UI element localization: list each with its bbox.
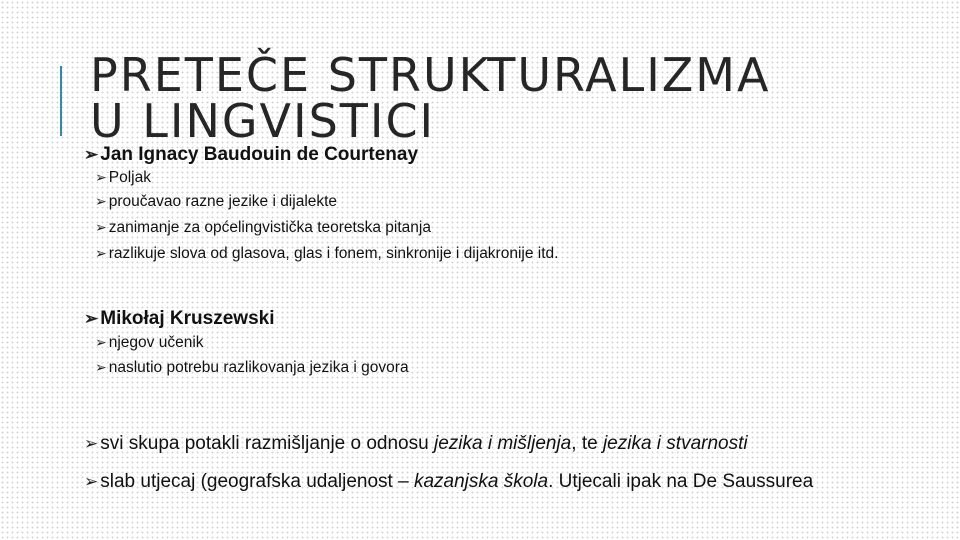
list-item <box>95 219 431 237</box>
list-item-text: Poljak <box>108 169 151 186</box>
section-heading-kruszewski <box>84 308 274 330</box>
summary-text-segment: svi skupa potakli razmišljanje o odnosu <box>100 433 434 454</box>
arrow-bullet-icon: ➢ <box>95 193 107 209</box>
arrow-bullet-icon: ➢ <box>95 219 107 235</box>
list-item-text: razlikuje slova od glasova, glas i fonem, sinkronije i dijakronije itd. <box>108 245 559 262</box>
section-heading-text: Mikołaj Kruszewski <box>100 308 275 329</box>
summary-italic-term: jezika i stvarnosti <box>602 433 748 454</box>
arrow-bullet-icon: ➢ <box>95 245 107 261</box>
list-item <box>95 193 337 211</box>
list-item <box>95 334 204 352</box>
title-accent-bar <box>60 66 62 136</box>
slide-title-line-2: U LINGVISTICI <box>90 94 436 148</box>
list-item <box>95 169 151 187</box>
summary-text-segment: , te <box>571 433 603 454</box>
summary-point <box>84 471 813 493</box>
summary-point <box>84 433 748 455</box>
list-item <box>95 245 558 263</box>
summary-italic-term: kazanjska škola <box>413 471 549 492</box>
arrow-bullet-icon: ➢ <box>84 472 99 491</box>
arrow-bullet-icon: ➢ <box>84 309 99 328</box>
arrow-bullet-icon: ➢ <box>95 169 107 185</box>
slide-title <box>90 48 771 148</box>
summary-text-segment: . Utjecali ipak na De Saussurea <box>548 471 814 492</box>
summary-point-text <box>100 433 747 455</box>
arrow-bullet-icon: ➢ <box>95 359 107 375</box>
arrow-bullet-icon: ➢ <box>84 434 99 453</box>
list-item-text: zanimanje za općelingvistička teoretska pitanja <box>108 219 431 236</box>
list-item <box>95 359 409 377</box>
section-heading-baudouin <box>84 144 418 166</box>
list-item-text: naslutio potrebu razlikovanja jezika i govora <box>108 359 409 376</box>
section-heading-text: Jan Ignacy Baudouin de Courtenay <box>100 144 419 165</box>
summary-point-text <box>100 471 813 493</box>
summary-text-segment: slab utjecaj (geografska udaljenost – <box>100 471 414 492</box>
arrow-bullet-icon: ➢ <box>84 145 99 164</box>
slide-title-line-1: PRETEČE STRUKTURALIZMA <box>90 48 771 102</box>
arrow-bullet-icon: ➢ <box>95 334 107 350</box>
list-item-text: njegov učenik <box>108 334 204 351</box>
list-item-text: proučavao razne jezike i dijalekte <box>108 193 338 210</box>
summary-italic-term: jezika i mišljenja <box>433 433 572 454</box>
